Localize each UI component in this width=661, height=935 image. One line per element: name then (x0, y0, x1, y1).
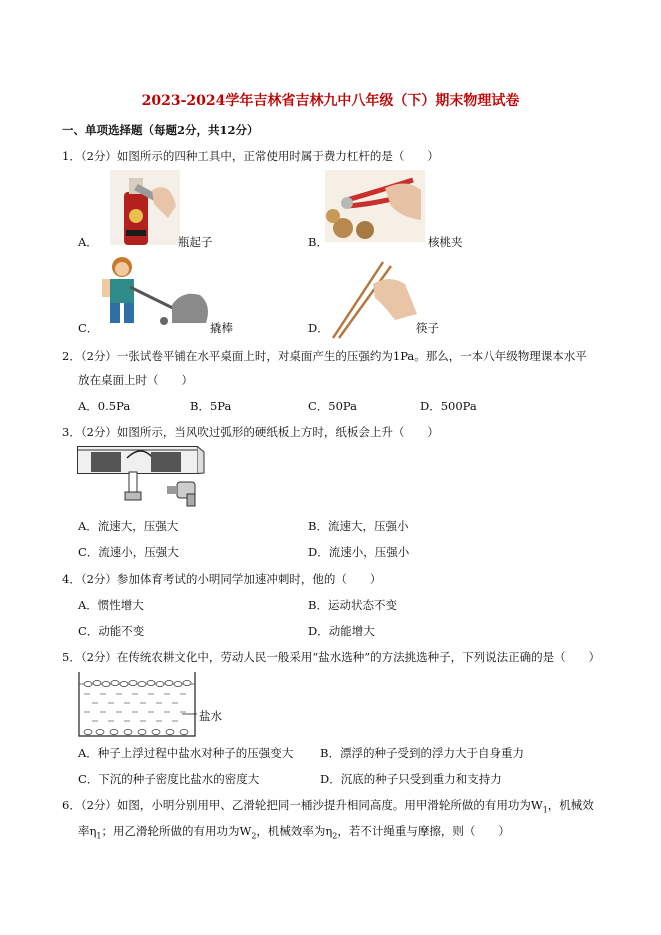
question-2-line2: 放在桌面上时（ ） (78, 373, 193, 387)
question-6-line2: 率$\eta_1$；用乙滑轮所做的有用功为$W_2$，机械效率为$\eta_2$，若不计绳重与摩擦，则（ ） (78, 824, 510, 841)
q2-option-a: A．0.5Pa (78, 399, 131, 413)
page-title: 2023-2024学年吉林省吉林九中八年级（下）期末物理试卷 (141, 93, 520, 109)
nutcracker-image (325, 170, 425, 242)
q4-option-a: A．惯性增大 (78, 598, 144, 612)
q2-option-d: D．500Pa (420, 399, 477, 413)
q5-option-d: D．沉底的种子只受到重力和支持力 (320, 772, 502, 786)
chopsticks-image (325, 258, 417, 340)
question-2-line1: 2．（2分）一张试卷平铺在水平桌面上时，对桌面产生的压强约为1Pa。那么，一本八年级物理课本水平 (62, 349, 587, 363)
q1-option-b-caption: 核桃夹 (428, 235, 463, 249)
q1-option-b-letter: B． (308, 235, 328, 249)
q3-option-d: D．流速小，压强小 (308, 545, 410, 559)
question-3-stem: 3．（2分）如图所示，当风吹过弧形的硬纸板上方时，纸板会上升（ ） (62, 425, 439, 439)
section-heading: 一、单项选择题（每题2分，共12分） (62, 123, 259, 137)
q3-option-b: B．流速大，压强小 (308, 519, 409, 533)
q1-option-c-letter: C． (78, 321, 99, 335)
q4-option-d: D．动能增大 (308, 624, 375, 638)
salt-water-label: 盐水 (199, 709, 222, 723)
q3-option-a: A．流速大，压强大 (78, 519, 179, 533)
q1-option-d-caption: 筷子 (416, 321, 439, 335)
crowbar-image (92, 255, 212, 330)
q4-option-b: B．运动状态不变 (308, 598, 397, 612)
bottle-opener-image (110, 170, 180, 245)
q3-option-c: C．流速小，压强大 (78, 545, 179, 559)
q5-option-a: A．种子上浮过程中盐水对种子的压强变大 (78, 746, 294, 760)
q1-option-a-caption: 瓶起子 (178, 235, 213, 249)
question-6-line1: 6．（2分）如图，小明分别用甲、乙滑轮把同一桶沙提升相同高度。用甲滑轮所做的有用功为$W_1$，机械效 (62, 798, 594, 815)
q1-option-a-letter: A． (78, 235, 98, 249)
question-5-stem: 5．（2分）在传统农耕文化中，劳动人民一般采用“盐水选种”的方法挑选种子，下列说法正确的是（ ） (62, 650, 601, 664)
question-4-stem: 4．（2分）参加体育考试的小明同学加速冲刺时，他的（ ） (62, 572, 382, 586)
q2-option-c: C．50Pa (308, 399, 358, 413)
q1-option-c-caption: 撬棒 (210, 321, 233, 335)
q2-option-b: B．5Pa (190, 399, 232, 413)
q1-option-d-letter: D． (308, 321, 329, 335)
wind-experiment-figure (77, 446, 205, 508)
q4-option-c: C．动能不变 (78, 624, 145, 638)
q5-option-c: C．下沉的种子密度比盐水的密度大 (78, 772, 260, 786)
question-1-stem: 1．（2分）如图所示的四种工具中，正常使用时属于费力杠杆的是（ ） (62, 149, 439, 163)
salt-water-container-figure (78, 670, 198, 738)
q5-option-b: B．漂浮的种子受到的浮力大于自身重力 (320, 746, 524, 760)
